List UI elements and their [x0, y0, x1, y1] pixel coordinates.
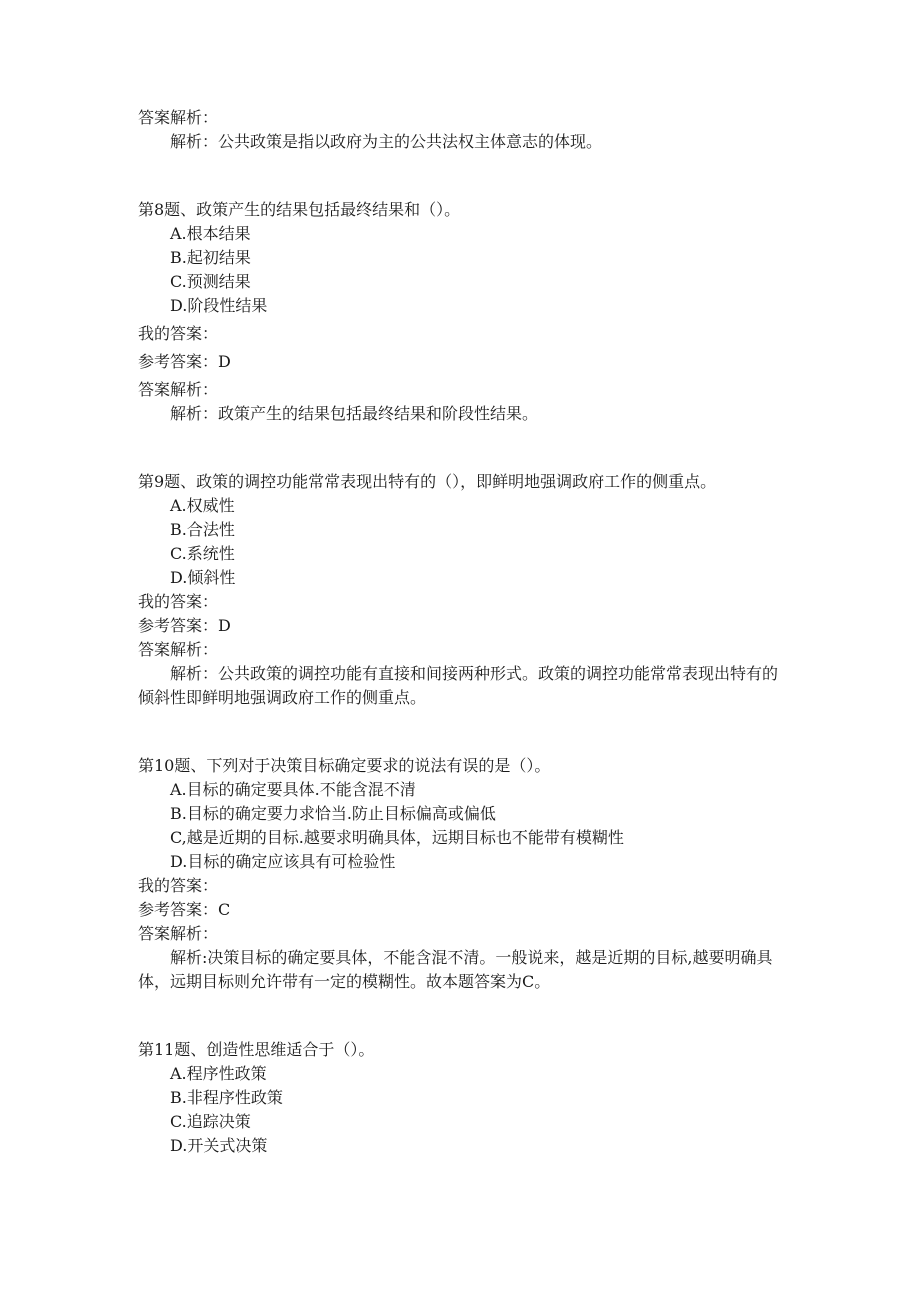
option-a: A.权威性 [170, 496, 235, 515]
reference-answer: 参考答案：D [138, 616, 231, 635]
option-c: C.预测结果 [170, 272, 251, 291]
explanation-text: 解析：公共政策是指以政府为主的公共法权主体意志的体现。 [170, 132, 603, 151]
question-11 [138, 1038, 788, 1158]
question-title: 第11题、创造性思维适合于（）。 [138, 1040, 375, 1059]
option-c: C,越是近期的目标.越要求明确具体，远期目标也不能带有模糊性 [170, 828, 624, 847]
explanation-text: 解析:决策目标的确定要具体，不能含混不清。一般说来，越是近期的目标,越要明确具体，远期目标则允许带有一定的模糊性。故本题答案为C。 [138, 948, 773, 991]
option-b: B.合法性 [170, 520, 235, 539]
option-d: D.倾斜性 [170, 568, 236, 587]
question-title: 第10题、下列对于决策目标确定要求的说法有误的是（）。 [138, 756, 551, 775]
option-c: C.系统性 [170, 544, 235, 563]
option-a: A.程序性政策 [170, 1064, 267, 1083]
my-answer: 我的答案： [138, 876, 219, 895]
my-answer: 我的答案： [138, 324, 219, 343]
option-d: D.开关式决策 [170, 1136, 268, 1155]
option-a: A.根本结果 [170, 224, 251, 243]
question-title: 第9题、政策的调控功能常常表现出特有的（），即鲜明地强调政府工作的侧重点。 [138, 472, 717, 491]
explanation-label: 答案解析： [138, 108, 219, 127]
question-10 [138, 754, 788, 994]
option-b: B.目标的确定要力求恰当.防止目标偏高或偏低 [170, 804, 496, 823]
option-c: C.追踪决策 [170, 1112, 251, 1131]
option-a: A.目标的确定要具体.不能含混不清 [170, 780, 416, 799]
reference-answer: 参考答案：C [138, 900, 231, 919]
option-d: D.目标的确定应该具有可检验性 [170, 852, 396, 871]
question-title: 第8题、政策产生的结果包括最终结果和（）。 [138, 200, 461, 219]
explanation-label: 答案解析： [138, 640, 219, 659]
document-page [138, 106, 788, 1158]
option-b: B.非程序性政策 [170, 1088, 283, 1107]
question-9 [138, 470, 788, 710]
option-d: D.阶段性结果 [170, 296, 268, 315]
explanation-text: 解析：政策产生的结果包括最终结果和阶段性结果。 [170, 404, 539, 423]
question-7-tail [138, 106, 788, 154]
explanation-text: 解析：公共政策的调控功能有直接和间接两种形式。政策的调控功能常常表现出特有的倾斜性即鲜明地强调政府工作的侧重点。 [138, 664, 779, 707]
reference-answer: 参考答案：D [138, 352, 231, 371]
question-8 [138, 198, 788, 426]
explanation-label: 答案解析： [138, 924, 219, 943]
option-b: B.起初结果 [170, 248, 251, 267]
my-answer: 我的答案： [138, 592, 219, 611]
explanation-label: 答案解析： [138, 380, 219, 399]
